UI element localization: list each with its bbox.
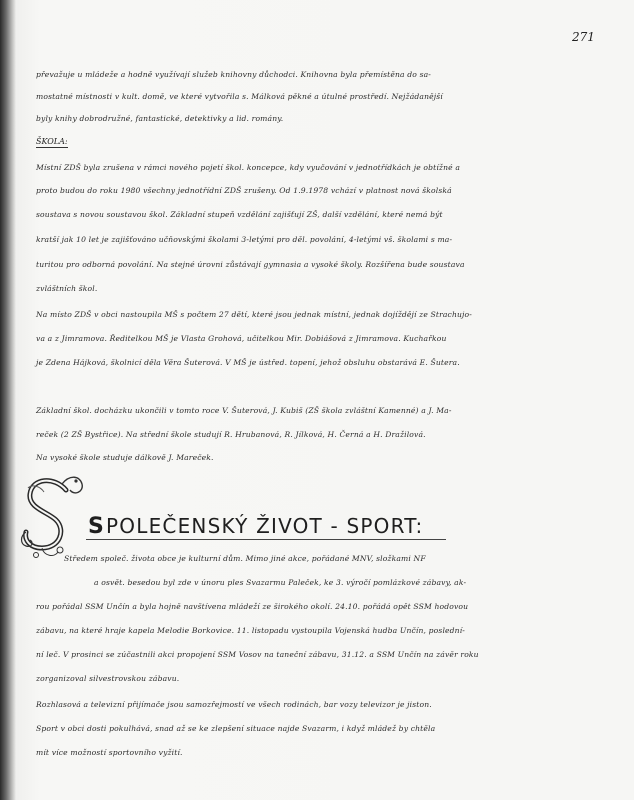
school-system-line: Místní ZDŠ byla zrušena v rámci nového pojetí škol. koncepce, kdy vyučování v jednotřídkách je obtížné a	[36, 163, 461, 172]
kindergarten-line: je Zdena Hájková, školnicí děla Věra Šuterová. V MŠ je ústřed. topení, jehož obsluhu obstarává E. Šutera.	[36, 358, 460, 367]
kindergarten-line: va a z Jimramova. Ředitelkou MŠ je Vlasta Grohová, učitelkou Mir. Dobiášová z Jimramova. Kuchařkou	[36, 334, 447, 343]
kindergarten-line: Na místo ZDŠ v obci nastoupila MŠ s počtem 27 dětí, které jsou jednak místní, jednak dojíždějí ze Strachujo-	[36, 310, 472, 319]
school-system-line: kratší jak 10 let je zajišťováno učňovskými školami 3-letými pro děl. povolání, 4-letými vš. školami s ma-	[36, 235, 453, 244]
heading-initial: S	[88, 514, 106, 539]
media-sport-line: Rozhlasová a televizní přijímače jsou samozřejmostí ve všech rodinách, bar vozy televizor je jiston.	[36, 700, 432, 709]
heading-rest: POLEČENSKÝ ŽIVOT - SPORT:	[106, 514, 424, 538]
culture-line: zábavu, na které hraje kapela Melodie Borkovice. 11. listopadu vystoupila Vojenská hudba Unčín, poslední-	[36, 626, 466, 635]
media-sport-line: mít více možností sportovního vyžití.	[36, 748, 183, 757]
culture-line: a osvět. besedou byl zde v únoru ples Svazarmu Paleček, ke 3. výročí pomlázkové zábavy, ak-	[94, 578, 467, 587]
school-system-line: proto budou do roku 1980 všechny jednotřídní ZDŠ zrušeny. Od 1.9.1978 vchází v platnost nová školská	[36, 186, 452, 195]
intro-line: mostatné místnosti v kult. domě, ve které vytvořila s. Málková pěkné a útulné prostředí. Nejžádanější	[36, 92, 443, 101]
culture-line: zorganizoval silvestrovskou zábavu.	[36, 674, 180, 683]
graduates-line: Základní škol. docházku ukončili v tomto roce V. Šuterová, J. Kubiš (ZŠ škola zvláštní Kamenné) a J. Ma-	[36, 406, 452, 415]
school-system-line: turitou pro odborná povolání. Na stejné úrovni zůstávají gymnasia a vysoké školy. Rozšířena bude soustava	[36, 260, 465, 269]
graduates-line: reček (2 ZŠ Bystřice). Na střední škole studují R. Hrubanová, R. Jílková, H. Černá a H. Dražilová.	[36, 430, 426, 439]
decorative-initial-s-icon	[14, 462, 94, 562]
culture-line: rou pořádal SSM Unčín a byla hojně navštívena mládeží ze širokého okolí. 24.10. pořádá opět SSM hodovou	[36, 602, 469, 611]
graduates-line: Na vysoké škole studuje dálkově J. Mareček.	[36, 453, 214, 462]
section-heading-social-life	[88, 514, 423, 539]
intro-line: byly knihy dobrodružné, fantastické, detektivky a lid. romány.	[36, 114, 284, 123]
section-label-school: ŠKOLA:	[36, 137, 68, 146]
culture-line: ní leč. V prosinci se zúčastnili akci propojení SSM Vosov na taneční zábavu, 31.12. a SSM Unčín na závěr roku	[36, 650, 479, 659]
heading-underline	[86, 539, 446, 540]
school-system-line: zvláštních škol.	[36, 284, 98, 293]
page-number: 271	[572, 30, 595, 44]
culture-line: Středem společ. života obce je kulturní dům. Mimo jiné akce, pořádané MNV, složkami NF	[64, 554, 426, 563]
school-system-line: soustava s novou soustavou škol. Základní stupeň vzdělání zajišťují ZŠ, další vzdělání, které nemá být	[36, 210, 443, 219]
binding-shadow	[0, 0, 16, 800]
intro-line: převažuje u mládeže a hodně využívají služeb knihovny důchodci. Knihovna byla přemístěna do sa-	[36, 70, 432, 79]
media-sport-line: Sport v obci dosti pokulhává, snad až se ke zlepšení situace najde Svazarm, i když mládež by chtěla	[36, 724, 436, 733]
